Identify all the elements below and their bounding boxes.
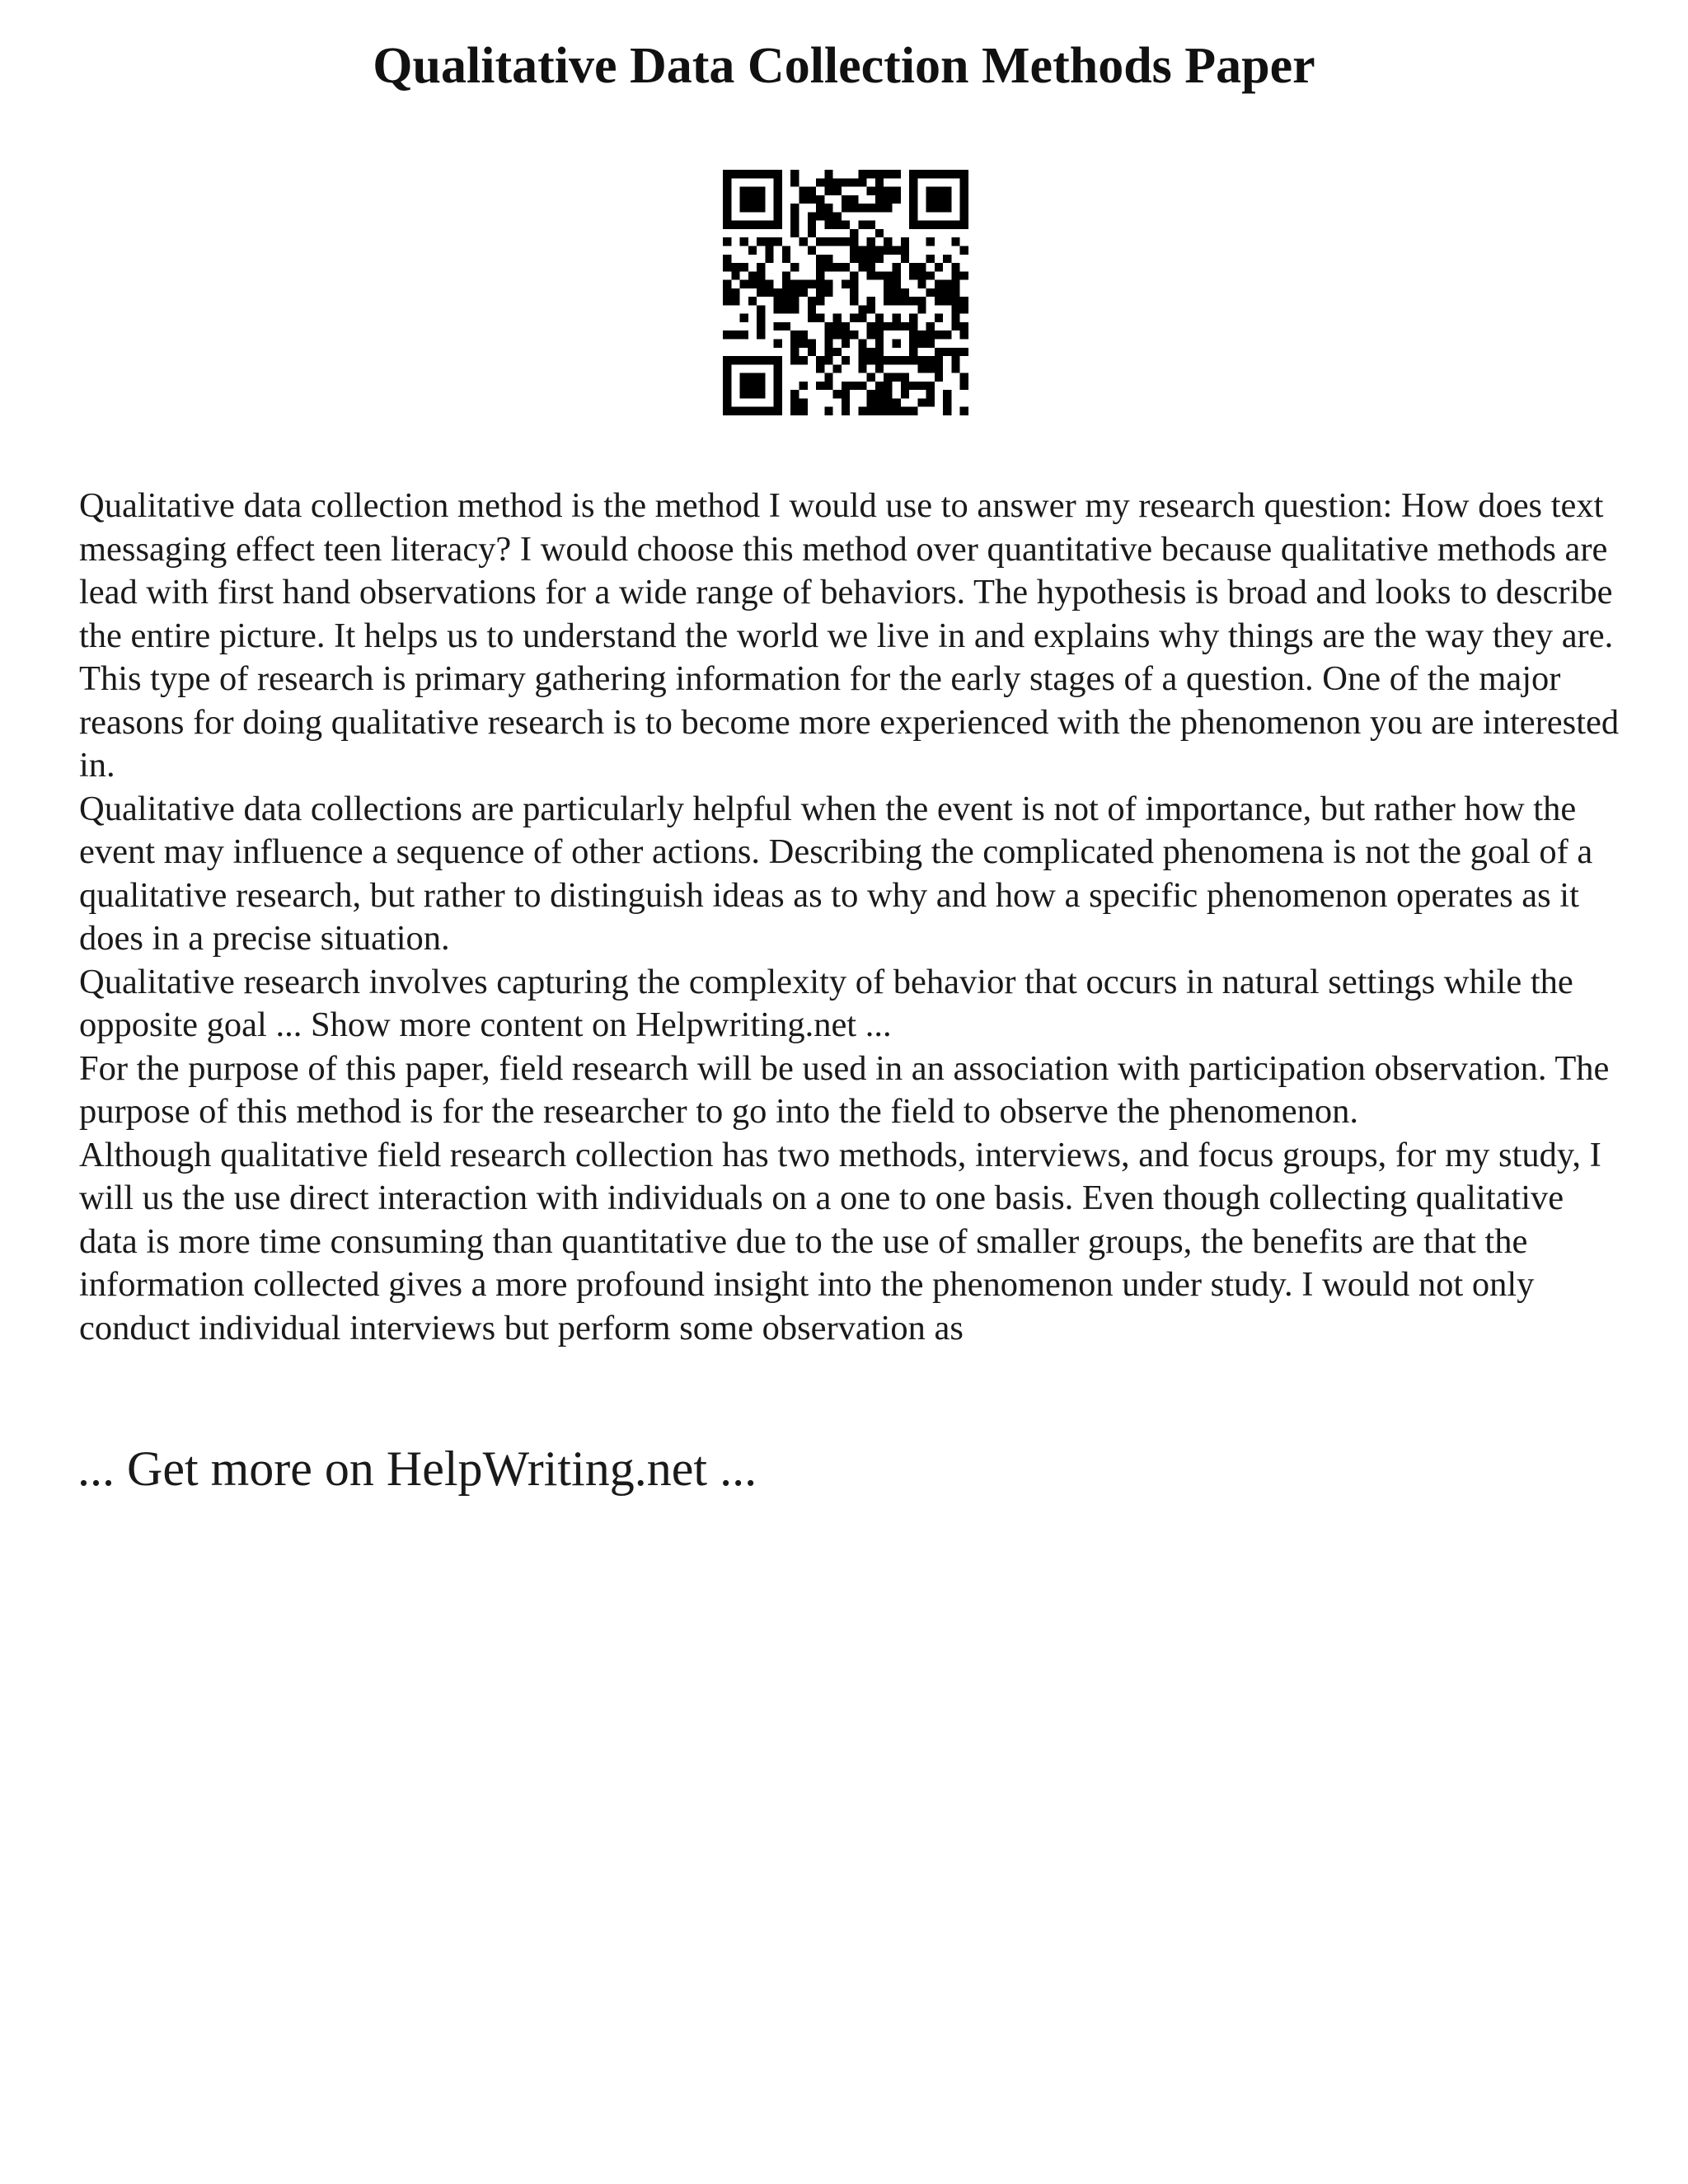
paragraph: Although qualitative field research collection has two methods, interviews, and focus groups, for my study, I will us the use direct interaction with individuals on a one to one basis. Even though collecting qualitative data is more time consuming than quantitative due to the use of smaller groups, the benefits are that the information collected gives a more profound insight into the phenomenon under study. I would not only conduct individual interviews but perform some observation as: [79, 1135, 1601, 1347]
paragraph: Qualitative data collection method is the method I would use to answer my research question: How does text messaging effect teen literacy? I would choose this method over quantitative because qualitative methods are lead with first hand observations for a wide range of behaviors. The hypothesis is broad and looks to describe the entire picture. It helps us to understand the world we live in and explains why things are the way they are. This type of research is primary gathering information for the early stages of a question. One of the major reasons for doing qualitative research is to become more experienced with the phenomenon you are interested in.: [79, 486, 1620, 785]
page-title: Qualitative Data Collection Methods Paper: [373, 38, 1315, 94]
paragraph: Qualitative research involves capturing the complexity of behavior that occurs in natural settings while the opposite goal ... Show more content on Helpwriting.net ...: [79, 962, 1573, 1044]
get-more-link[interactable]: ... Get more on HelpWriting.net ...: [77, 1441, 757, 1496]
article-body: [79, 485, 1629, 1350]
paragraph: Qualitative data collections are particularly helpful when the event is not of importance, but rather how the event may influence a sequence of other actions. Describing the complicated phenomena is not the goal of a qualitative research, but rather to distinguish ideas as to why and how a specific phenomenon operates as it does in a precise situation.: [79, 789, 1593, 958]
paragraph: For the purpose of this paper, field research will be used in an association with participation observation. The purpose of this method is for the researcher to go into the field to observe the phenomenon.: [79, 1048, 1610, 1131]
qr-code-icon[interactable]: [723, 170, 968, 415]
